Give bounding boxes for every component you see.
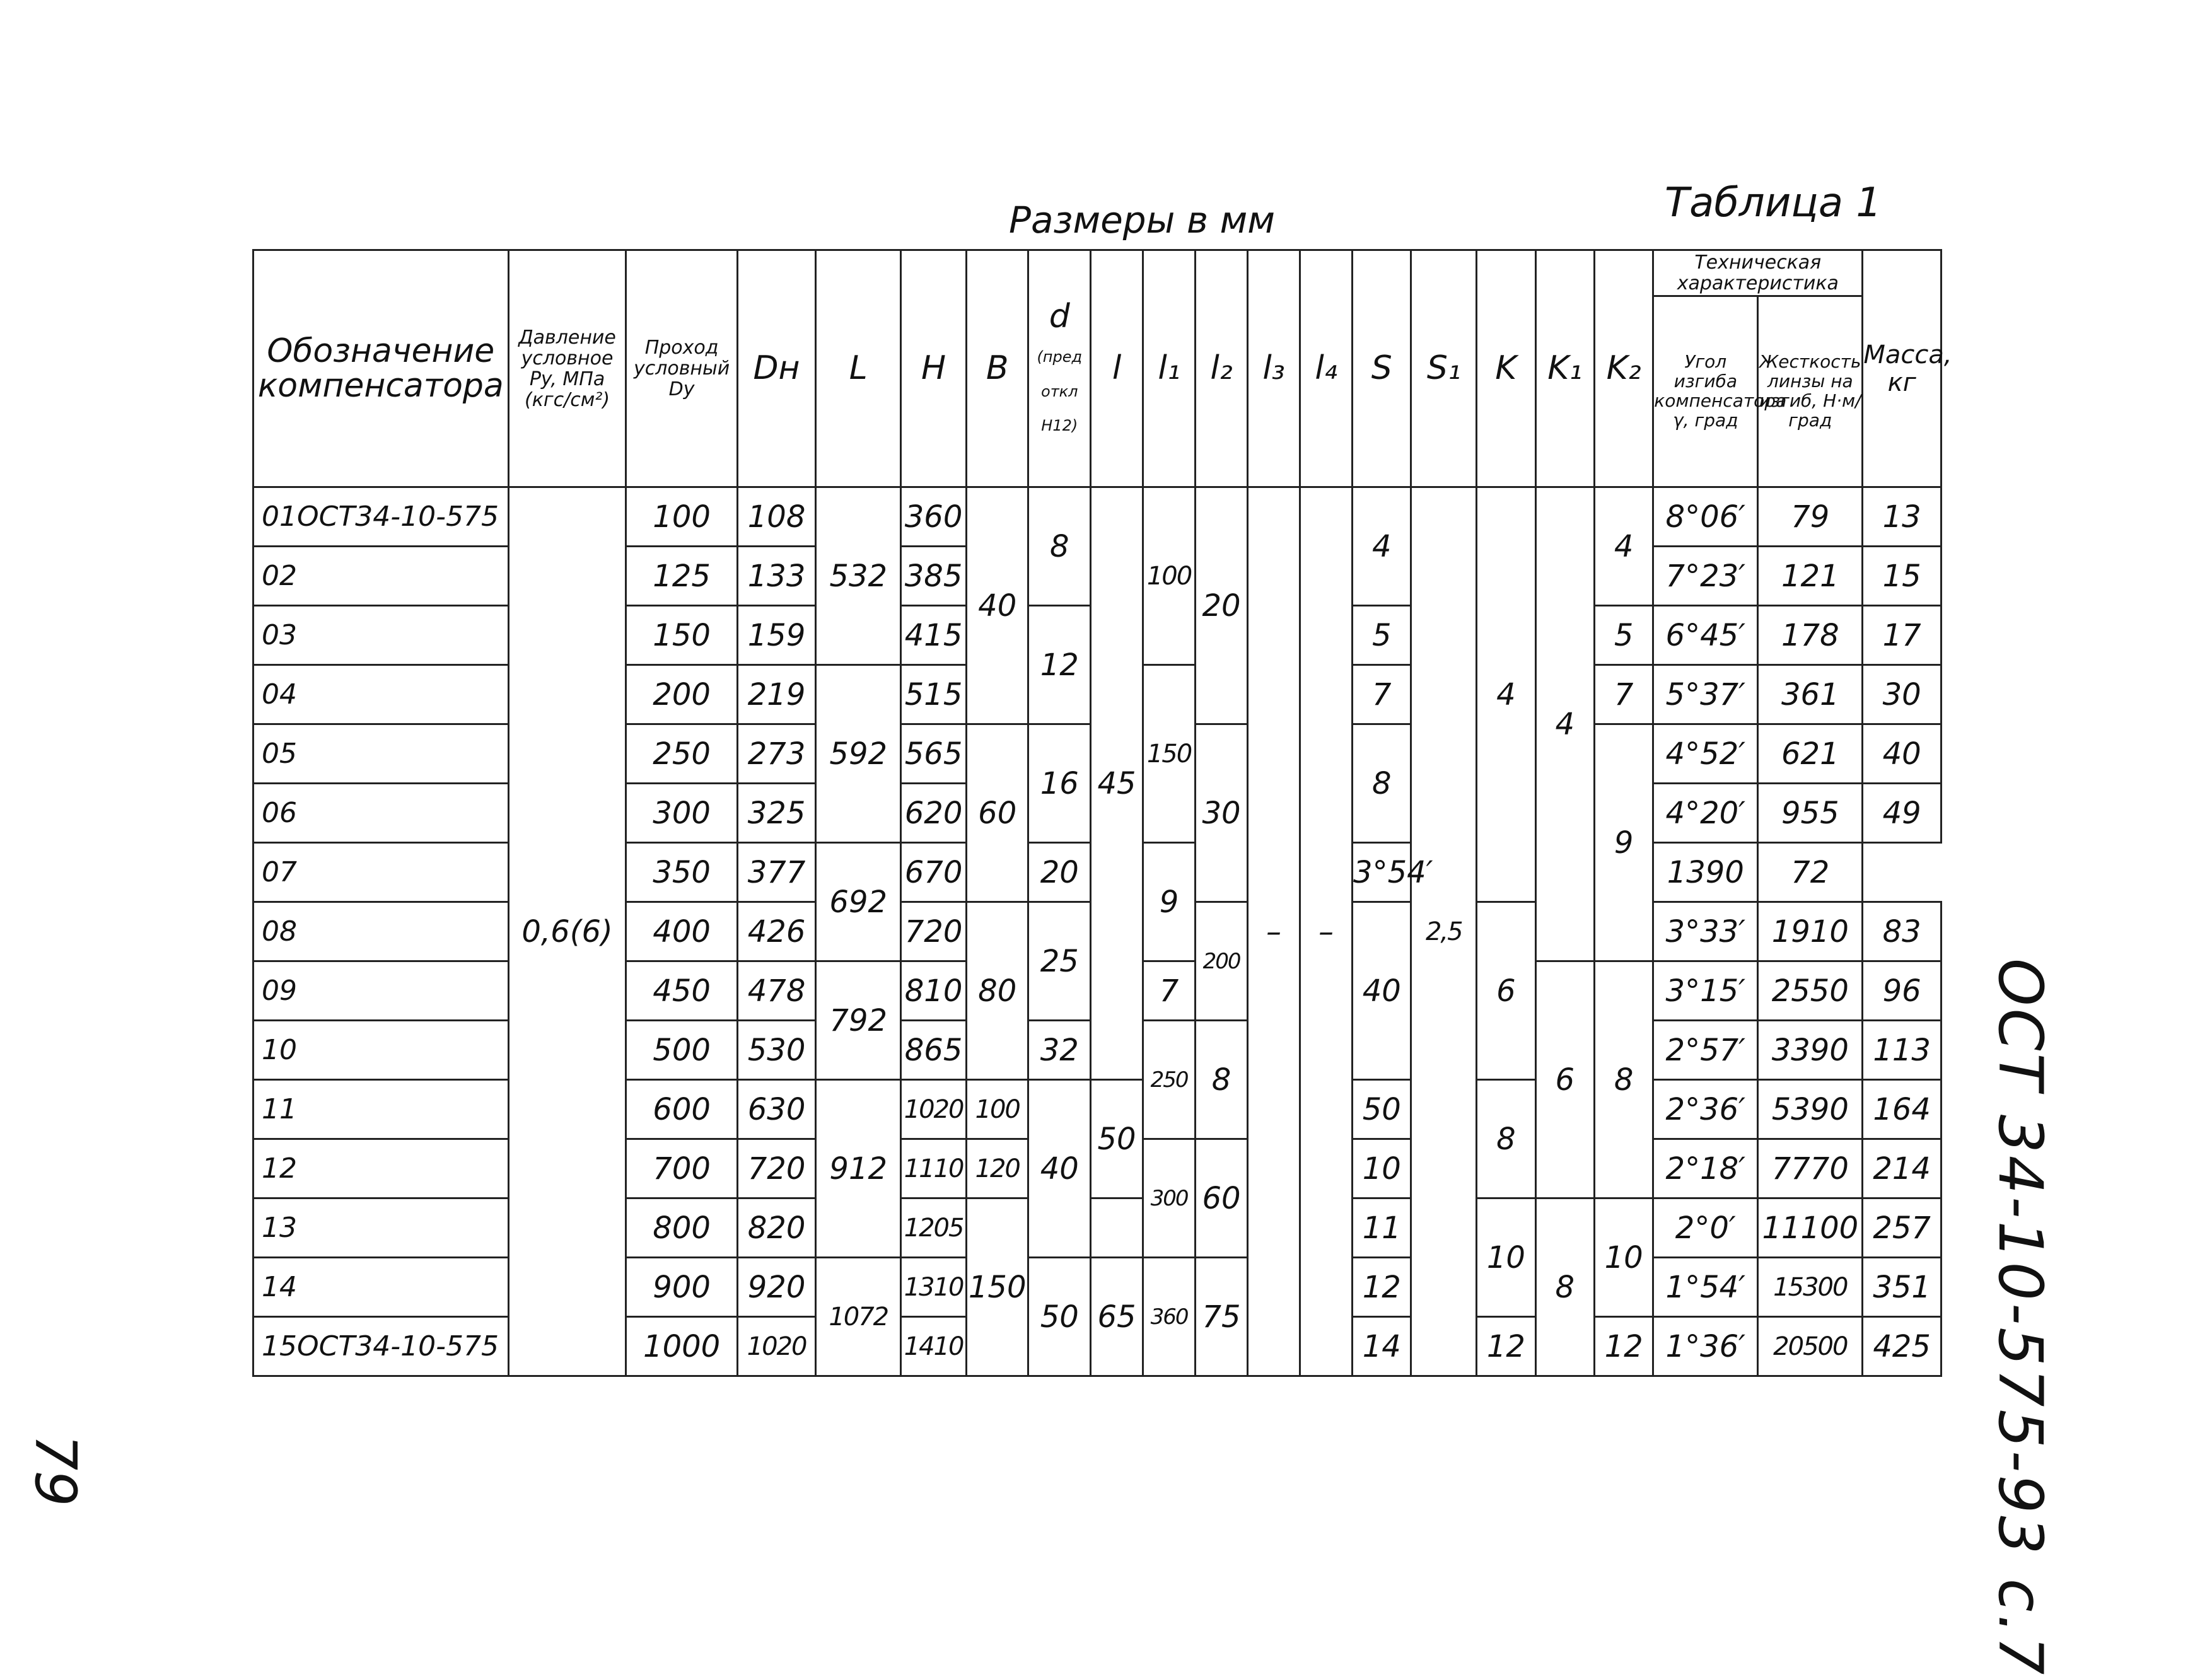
cell-S: 7 [1353, 665, 1411, 724]
cell-designation: 06 [253, 784, 509, 843]
cell-designation: 07 [253, 843, 509, 902]
col-K2: K₂ [1594, 250, 1653, 487]
cell-d: 12 [1028, 606, 1091, 724]
cell-angle: 5°37′ [1653, 665, 1758, 724]
cell-stiffness: 7770 [1758, 1139, 1863, 1198]
cell-dn: 720 [737, 1139, 816, 1198]
cell-H: 415 [901, 606, 967, 665]
cell-K2: 5 [1594, 606, 1653, 665]
table-label: Таблица 1 [1665, 180, 1882, 226]
table-row [253, 1198, 1941, 1258]
cell-d: 20 [1028, 843, 1091, 902]
cell-dn: 377 [737, 843, 816, 902]
cell-l1: 150 [1143, 665, 1196, 843]
cell-designation: 02 [253, 547, 509, 606]
cell-l: 50 [1091, 1080, 1143, 1198]
col-d [1028, 250, 1091, 487]
cell-B: 40 [966, 487, 1028, 724]
cell-stiffness: 621 [1758, 724, 1863, 784]
col-l3: l₃ [1248, 250, 1300, 487]
cell-B: 100 [966, 1080, 1028, 1139]
cell-S: 11 [1353, 1198, 1411, 1258]
cell-dn: 133 [737, 547, 816, 606]
cell-K2: 9 [1594, 724, 1653, 961]
cell-dy: 400 [626, 902, 737, 961]
cell-mass: 214 [1863, 1139, 1941, 1198]
cell-H: 1110 [901, 1139, 967, 1198]
cell-dy: 100 [626, 487, 737, 547]
cell-S1: 2,5 [1411, 487, 1477, 1376]
col-d-label: d [1049, 298, 1070, 336]
col-angle: Угол изгиба компенсатора γ, град [1653, 296, 1758, 487]
cell-H: 1020 [901, 1080, 967, 1139]
table-row [253, 1258, 1941, 1317]
cell-stiffness: 15300 [1758, 1258, 1863, 1317]
cell-l [1091, 1198, 1143, 1258]
cell-H: 865 [901, 1021, 967, 1080]
cell-l1: 300 [1143, 1139, 1196, 1258]
cell-angle: 3°54′ [1353, 843, 1411, 902]
col-tech: Техническая характеристика [1653, 250, 1863, 296]
cell-designation: 04 [253, 665, 509, 724]
cell-mass: 164 [1863, 1080, 1941, 1139]
cell-K2: 7 [1594, 665, 1653, 724]
cell-l: 45 [1091, 487, 1143, 1080]
cell-l4: – [1300, 487, 1353, 1376]
cell-l1: 360 [1143, 1258, 1196, 1376]
cell-L: 692 [816, 843, 901, 961]
cell-dy: 200 [626, 665, 737, 724]
cell-angle: 6°45′ [1653, 606, 1758, 665]
cell-dn: 920 [737, 1258, 816, 1317]
cell-H: 1310 [901, 1258, 967, 1317]
cell-dy: 1000 [626, 1317, 737, 1376]
cell-stiffness: 178 [1758, 606, 1863, 665]
table-row [253, 487, 1941, 547]
cell-dn: 325 [737, 784, 816, 843]
cell-K2: 4 [1594, 487, 1653, 606]
cell-mass: 40 [1863, 724, 1941, 784]
cell-angle: 3°15′ [1653, 961, 1758, 1021]
cell-dn: 1020 [737, 1317, 816, 1376]
cell-stiffness: 955 [1758, 784, 1863, 843]
cell-designation: 03 [253, 606, 509, 665]
cell-B: 80 [966, 902, 1028, 1080]
col-K: K [1477, 250, 1535, 487]
units-caption: Размеры в мм [1009, 199, 1275, 241]
cell-l2: 60 [1196, 1139, 1248, 1258]
cell-H: 670 [901, 843, 967, 902]
cell-dy: 150 [626, 606, 737, 665]
cell-d: 32 [1028, 1021, 1091, 1080]
cell-K: 8 [1477, 1080, 1535, 1198]
cell-stiffness: 3390 [1758, 1021, 1863, 1080]
cell-designation: 05 [253, 724, 509, 784]
cell-angle: 2°18′ [1653, 1139, 1758, 1198]
cell-dy: 450 [626, 961, 737, 1021]
cell-angle: 1°54′ [1653, 1258, 1758, 1317]
cell-S: 7 [1143, 961, 1196, 1021]
cell-dn: 630 [737, 1080, 816, 1139]
cell-angle: 2°57′ [1653, 1021, 1758, 1080]
col-d-note: (пред откл H12) [1037, 347, 1083, 435]
cell-K: 10 [1477, 1198, 1535, 1317]
cell-d: 40 [1028, 1080, 1091, 1258]
cell-angle: 1°36′ [1653, 1317, 1758, 1376]
cell-stiffness: 11100 [1758, 1198, 1863, 1258]
cell-dn: 530 [737, 1021, 816, 1080]
cell-dn: 219 [737, 665, 816, 724]
cell-L: 1072 [816, 1258, 901, 1376]
cell-dy: 600 [626, 1080, 737, 1139]
col-H: H [901, 250, 967, 487]
cell-L: 592 [816, 665, 901, 843]
cell-stiffness: 1390 [1653, 843, 1758, 902]
cell-d: 50 [1028, 1258, 1091, 1376]
cell-angle: 7°23′ [1653, 547, 1758, 606]
cell-mass: 30 [1863, 665, 1941, 724]
col-L: L [816, 250, 901, 487]
cell-H: 810 [901, 961, 967, 1021]
cell-l: 65 [1091, 1258, 1143, 1376]
cell-mass: 13 [1863, 487, 1941, 547]
cell-S: 4 [1353, 487, 1411, 606]
cell-pressure: 0,6(6) [508, 487, 626, 1376]
cell-angle: 2°36′ [1653, 1080, 1758, 1139]
cell-S: 9 [1143, 843, 1196, 961]
cell-dn: 108 [737, 487, 816, 547]
col-K1: K₁ [1535, 250, 1594, 487]
cell-H: 620 [901, 784, 967, 843]
col-pressure: Давление условное Py, МПа (кгс/см²) [508, 250, 626, 487]
cell-designation: 01ОСТ34-10-575 [253, 487, 509, 547]
cell-l1: 100 [1143, 487, 1196, 665]
col-l4: l₄ [1300, 250, 1353, 487]
col-l: l [1091, 250, 1143, 487]
cell-dn: 820 [737, 1198, 816, 1258]
cell-K: 6 [1477, 902, 1535, 1080]
cell-H: 720 [901, 902, 967, 961]
col-B: B [966, 250, 1028, 487]
col-S: S [1353, 250, 1411, 487]
cell-dn: 273 [737, 724, 816, 784]
col-S1: S₁ [1411, 250, 1477, 487]
cell-mass: 72 [1758, 843, 1863, 902]
cell-designation: 12 [253, 1139, 509, 1198]
col-passage: Проход условный Dy [626, 250, 737, 487]
cell-l2: 30 [1196, 724, 1248, 902]
cell-S: 5 [1353, 606, 1411, 665]
cell-designation: 08 [253, 902, 509, 961]
cell-H: 360 [901, 487, 967, 547]
cell-K2: 12 [1594, 1317, 1653, 1376]
cell-H: 1410 [901, 1317, 967, 1376]
cell-l2: 40 [1353, 902, 1411, 1080]
cell-dy: 900 [626, 1258, 737, 1317]
cell-K1: 6 [1535, 961, 1594, 1198]
cell-B: 60 [966, 724, 1028, 902]
cell-stiffness: 121 [1758, 547, 1863, 606]
cell-angle: 4°52′ [1653, 724, 1758, 784]
cell-stiffness: 79 [1758, 487, 1863, 547]
cell-designation: 10 [253, 1021, 509, 1080]
cell-d: 16 [1028, 724, 1091, 843]
cell-K2: 8 [1594, 961, 1653, 1198]
cell-H: 1205 [901, 1198, 967, 1258]
col-stiffness: Жесткость линзы на изгиб, Н·м/град [1758, 296, 1863, 487]
cell-B: 150 [966, 1198, 1028, 1376]
cell-K: 4 [1477, 487, 1535, 902]
cell-mass: 49 [1863, 784, 1941, 843]
cell-stiffness: 2550 [1758, 961, 1863, 1021]
cell-l1: 200 [1196, 902, 1248, 1021]
cell-angle: 4°20′ [1653, 784, 1758, 843]
cell-l3: – [1248, 487, 1300, 1376]
cell-designation: 14 [253, 1258, 509, 1317]
cell-K1: 8 [1535, 1198, 1594, 1376]
cell-stiffness: 1910 [1758, 902, 1863, 961]
cell-S: 12 [1353, 1258, 1411, 1317]
cell-L: 532 [816, 487, 901, 665]
col-designation: Обозначение компенсатора [253, 250, 509, 487]
cell-dy: 125 [626, 547, 737, 606]
cell-mass: 17 [1863, 606, 1941, 665]
page-number: 79 [22, 1434, 88, 1507]
cell-dn: 159 [737, 606, 816, 665]
cell-stiffness: 361 [1758, 665, 1863, 724]
cell-S: 14 [1353, 1317, 1411, 1376]
cell-mass: 351 [1863, 1258, 1941, 1317]
cell-S: 8 [1196, 1021, 1248, 1139]
cell-mass: 425 [1863, 1317, 1941, 1376]
cell-l2: 75 [1196, 1258, 1248, 1376]
table-row [253, 1080, 1941, 1139]
cell-B: 120 [966, 1139, 1028, 1198]
cell-stiffness: 20500 [1758, 1317, 1863, 1376]
cell-dy: 500 [626, 1021, 737, 1080]
col-mass: Масса, кг [1863, 250, 1941, 487]
cell-designation: 11 [253, 1080, 509, 1139]
cell-dy: 250 [626, 724, 737, 784]
cell-mass: 257 [1863, 1198, 1941, 1258]
cell-mass: 96 [1863, 961, 1941, 1021]
cell-d: 8 [1028, 487, 1091, 606]
cell-l2: 50 [1353, 1080, 1411, 1139]
cell-d: 25 [1028, 902, 1091, 1021]
cell-H: 565 [901, 724, 967, 784]
cell-K2: 10 [1594, 1198, 1653, 1317]
cell-designation: 09 [253, 961, 509, 1021]
standard-stamp: ОСТ 34-10-575-93 с.7 [1985, 958, 2056, 1677]
cell-dy: 700 [626, 1139, 737, 1198]
cell-mass: 15 [1863, 547, 1941, 606]
cell-angle: 2°0′ [1653, 1198, 1758, 1258]
cell-dy: 350 [626, 843, 737, 902]
cell-l2: 20 [1196, 487, 1248, 724]
cell-H: 385 [901, 547, 967, 606]
cell-angle: 3°33′ [1653, 902, 1758, 961]
cell-stiffness: 5390 [1758, 1080, 1863, 1139]
cell-S: 8 [1353, 724, 1411, 843]
cell-mass: 83 [1863, 902, 1941, 961]
cell-K: 12 [1477, 1317, 1535, 1376]
cell-dy: 800 [626, 1198, 737, 1258]
cell-mass: 113 [1863, 1021, 1941, 1080]
col-l2: l₂ [1196, 250, 1248, 487]
cell-angle: 8°06′ [1653, 487, 1758, 547]
cell-S: 10 [1353, 1139, 1411, 1198]
cell-dy: 300 [626, 784, 737, 843]
cell-L: 792 [816, 961, 901, 1080]
col-dn: Dн [737, 250, 816, 487]
cell-K1: 4 [1535, 487, 1594, 961]
col-l1: l₁ [1143, 250, 1196, 487]
cell-l1: 250 [1143, 1021, 1196, 1139]
cell-L: 912 [816, 1080, 901, 1258]
cell-designation: 15ОСТ34-10-575 [253, 1317, 509, 1376]
cell-H: 515 [901, 665, 967, 724]
cell-dn: 426 [737, 902, 816, 961]
compensator-table [252, 249, 1952, 1377]
cell-dn: 478 [737, 961, 816, 1021]
cell-designation: 13 [253, 1198, 509, 1258]
